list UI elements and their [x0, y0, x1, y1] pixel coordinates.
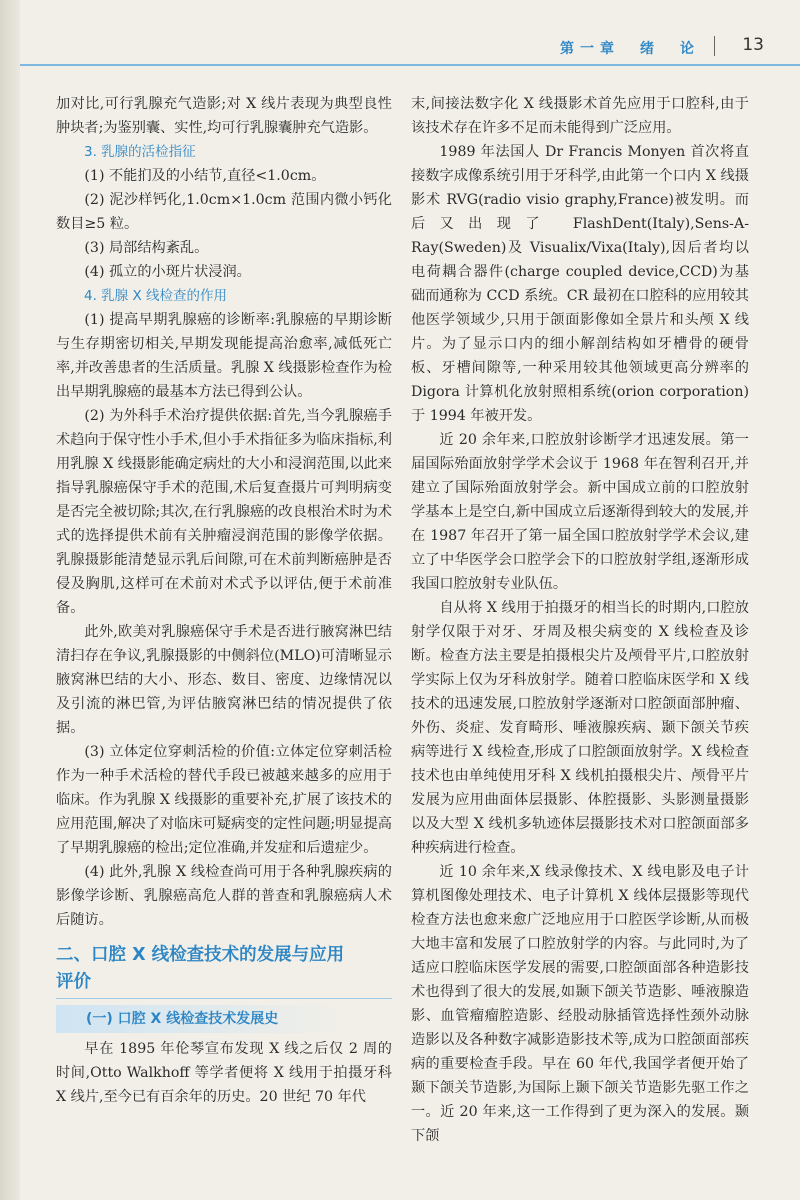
paragraph: (4) 此外,乳腺 X 线检查尚可用于各种乳腺疾病的影像学诊断、乳腺癌高危人群的普查和乳腺癌病人术后随访。	[56, 864, 392, 928]
chapter-title: 第一章 绪 论	[560, 41, 700, 57]
subsection-heading: (一) 口腔 X 线检查技术发展史	[56, 1005, 392, 1033]
heading-line: 评价	[56, 972, 91, 992]
right-column	[411, 92, 749, 1148]
paragraph: (1) 提高早期乳腺癌的诊断率:乳腺癌的早期诊断与生存期密切相关,早期发现能提高治愈率,减低死亡率,并改善患者的生活质量。乳腺 X 线摄影检查作为检出早期乳腺癌的最基本方法已得到公认。	[56, 312, 392, 400]
list-item: (3) 局部结构紊乱。	[84, 240, 209, 256]
running-header	[0, 0, 800, 78]
list-item: (2) 泥沙样钙化,1.0cm×1.0cm 范围内微小钙化数目≥5 粒。	[56, 192, 392, 232]
header-rule	[20, 64, 800, 66]
paragraph: 末,间接法数字化 X 线摄影术首先应用于口腔科,由于该技术存在许多不足而未能得到广泛应用。	[411, 96, 749, 136]
left-column	[56, 92, 392, 1109]
paragraph: 早在 1895 年伦琴宣布发现 X 线之后仅 2 周的时间,Otto Walkhoff 等学者便将 X 线用于拍摄牙科 X 线片,至今已有百余年的历史。20 世纪 70 年代	[56, 1041, 392, 1105]
list-item: (4) 孤立的小斑片状浸润。	[84, 264, 251, 280]
section-heading: 3. 乳腺的活检指征	[84, 144, 196, 160]
chapter-section-heading	[56, 942, 392, 999]
header-separator	[714, 36, 715, 56]
heading-line: 二、口腔 X 线检查技术的发展与应用	[56, 945, 345, 965]
paragraph: 加对比,可行乳腺充气造影;对 X 线片表现为典型良性肿块者;为鉴别囊、实性,均可行乳腺囊肿充气造影。	[56, 96, 392, 136]
section-heading: 4. 乳腺 X 线检查的作用	[84, 288, 228, 304]
paragraph: (2) 为外科手术治疗提供依据:首先,当今乳腺癌手术趋向于保守性小手术,但小手术指征多为临床指标,利用乳腺 X 线摄影能确定病灶的大小和浸润范围,以此来指导乳腺癌保守手术的范围,术后复查摄片可判明病变是否完全被切除;其次,在行乳腺癌的改良根治术时为术式的选择提供术前有关肿瘤浸润范围的影像学依据。乳腺摄影能清楚显示乳后间隙,可在术前判断癌肿是否侵及胸肌,这样可在术前对术式予以评估,便于术前准备。	[56, 408, 392, 616]
paragraph: (3) 立体定位穿刺活检的价值:立体定位穿刺活检作为一种手术活检的替代手段已被越来越多的应用于临床。作为乳腺 X 线摄影的重要补充,扩展了该技术的应用范围,解决了对临床可疑病变的定性问题;明显提高了早期乳腺癌的检出;定位准确,并发症和后遗症少。	[56, 744, 392, 856]
page-binding-edge	[0, 0, 20, 1200]
paragraph: 1989 年法国人 Dr Francis Monyen 首次将直接数字成像系统引用于牙科学,由此第一个口内 X 线摄影术 RVG(radio visio graphy,France)被发明。而后又出现了 FlashDent(Italy),Sens-A-Ray(Sweden)及 Visualix/Vixa(Italy),因后者均以电荷耦合器件(charge coupled device,CCD)为基础而通称为 CCD 系统。CR 最初在口腔科的应用较其他医学领域少,只用于颌面影像如全景片和头颅 X 线片。为了显示口内的细小解剖结构如牙槽骨的硬骨板、牙槽间隙等,一种采用较其他领域更高分辨率的 Digora 计算机化放射照相系统(orion corporation)于 1994 年被开发。	[411, 144, 749, 424]
paragraph: 近 20 余年来,口腔放射诊断学才迅速发展。第一届国际殆面放射学学术会议于 1968 年在智利召开,并建立了国际殆面放射学会。新中国成立前的口腔放射学基本上是空白,新中国成立后逐渐得到较大的发展,并在 1987 年召开了第一届全国口腔放射学学术会议,建立了中华医学会口腔学会下的口腔放射学组,逐渐形成我国口腔放射专业队伍。	[411, 432, 749, 592]
page-number: 13	[742, 35, 764, 55]
paragraph: 此外,欧美对乳腺癌保守手术是否进行腋窝淋巴结清扫存在争议,乳腺摄影的中侧斜位(MLO)可清晰显示腋窝淋巴结的大小、形态、数目、密度、边缘情况以及引流的淋巴管,为评估腋窝淋巴结的情况提供了依据。	[56, 624, 392, 736]
paragraph: 自从将 X 线用于拍摄牙的相当长的时期内,口腔放射学仅限于对牙、牙周及根尖病变的 X 线检查及诊断。检查方法主要是拍摄根尖片及颅骨平片,口腔放射学实际上仅为牙科放射学。随着口腔临床医学和 X 线技术的迅速发展,口腔放射学逐渐对口腔颌面部肿瘤、外伤、炎症、发育畸形、唾液腺疾病、颞下颌关节疾病等进行 X 线检查,形成了口腔颌面放射学。X 线检查技术也由单纯使用牙科 X 线机拍摄根尖片、颅骨平片发展为应用曲面体层摄影、体腔摄影、头影测量摄影以及大型 X 线机多轨迹体层摄影技术对口腔颌面部多种疾病进行检查。	[411, 600, 749, 856]
list-item: (1) 不能扪及的小结节,直径<1.0cm。	[84, 168, 326, 184]
paragraph: 近 10 余年来,X 线录像技术、X 线电影及电子计算机图像处理技术、电子计算机 X 线体层摄影等现代检查方法也愈来愈广泛地应用于口腔医学诊断,从而极大地丰富和发展了口腔放射学的内容。与此同时,为了适应口腔临床医学发展的需要,口腔颌面部各种造影技术也得到了很大的发展,如颞下颌关节造影、唾液腺造影、血管瘤瘤腔造影、经股动脉插管选择性颈外动脉造影以及各种数字减影造影技术等,成为口腔颌面部疾病的重要检查手段。早在 60 年代,我国学者便开始了颞下颌关节造影,为国际上颞下颌关节造影先驱工作之一。近 20 年来,这一工作得到了更为深入的发展。颞下颌	[411, 864, 749, 1144]
